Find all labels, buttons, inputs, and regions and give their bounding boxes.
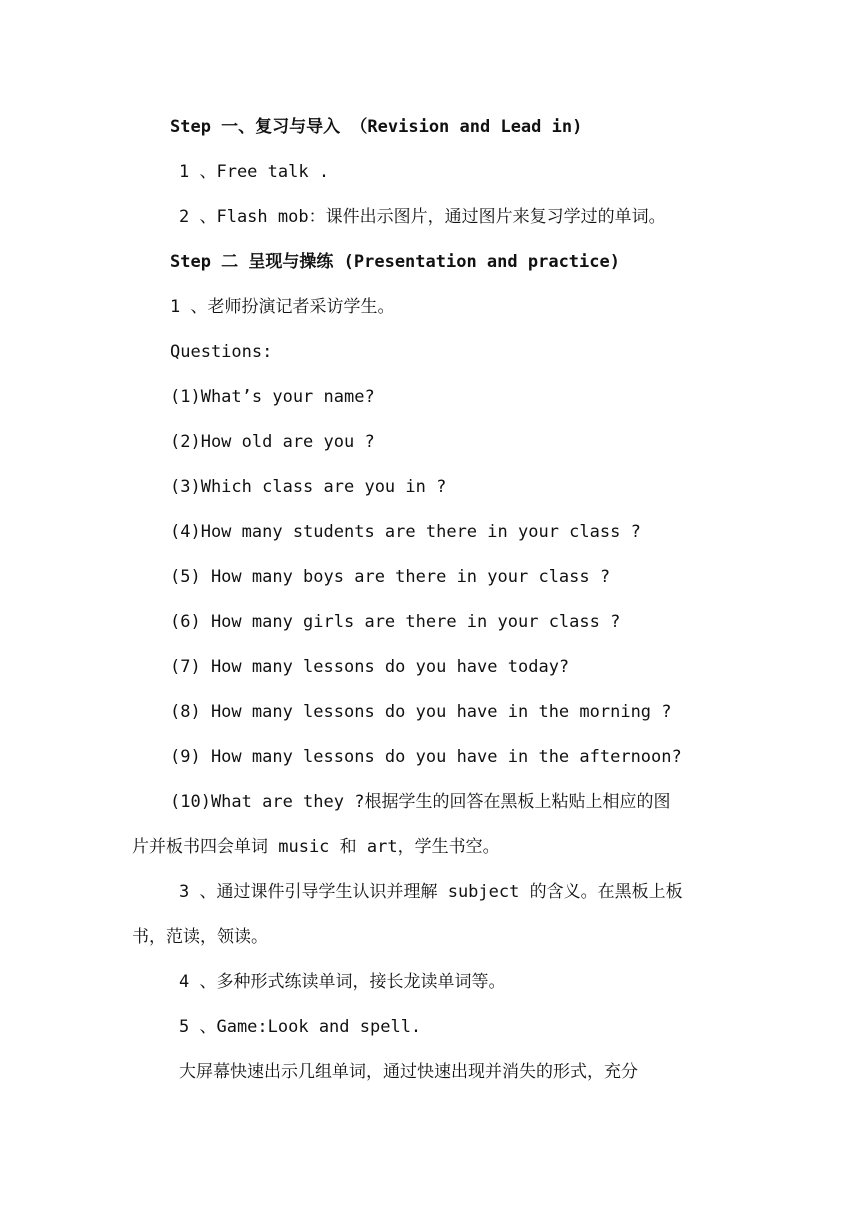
question-6: (6) How many girls are there in your class ? (170, 612, 621, 632)
question-8: (8) How many lessons do you have in the morning ? (170, 702, 672, 722)
question-7: (7) How many lessons do you have today? (170, 657, 570, 677)
item-3-line-2: 书，范读，领读。 (132, 927, 268, 947)
question-10-line-1: (10)What are they ?根据学生的回答在黑板上粘贴上相应的图 (170, 792, 671, 812)
item-5: 5 、Game:Look and spell. (179, 1017, 422, 1037)
item-3-line-1: 3 、通过课件引导学生认识并理解 subject 的含义。在黑板上板 (179, 882, 683, 902)
question-5: (5) How many boys are there in your class ? (170, 567, 611, 587)
question-2: (2)How old are you ? (170, 432, 375, 452)
step1-heading: Step 一、复习与导入 （Revision and Lead in) (170, 117, 583, 137)
question-3: (3)Which class are you in ? (170, 477, 447, 497)
question-4: (4)How many students are there in your class ? (170, 522, 641, 542)
item-5-description: 大屏幕快速出示几组单词，通过快速出现并消失的形式，充分 (179, 1062, 638, 1082)
step1-item-1: 1 、Free talk . (179, 162, 330, 182)
step2-heading: Step 二 呈现与操练 (Presentation and practice) (170, 252, 620, 272)
question-10-line-2: 片并板书四会单词 music 和 art，学生书空。 (132, 837, 500, 857)
question-9: (9) How many lessons do you have in the afternoon? (170, 747, 682, 767)
item-4: 4 、多种形式练读单词，接长龙读单词等。 (179, 972, 506, 992)
questions-label: Questions: (170, 342, 273, 362)
step1-item-2: 2 、Flash mob：课件出示图片，通过图片来复习学过的单词。 (179, 207, 666, 227)
step2-intro: 1 、老师扮演记者采访学生。 (170, 297, 395, 317)
question-1: (1)What’s your name? (170, 387, 375, 407)
